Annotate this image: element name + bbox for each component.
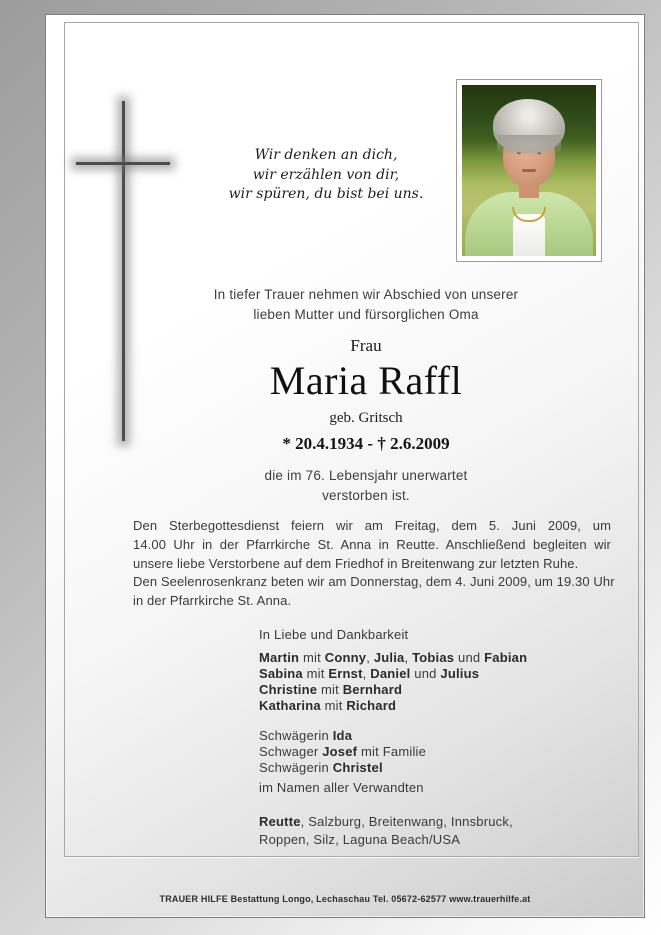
portrait-photo [462,85,596,256]
announcement-intro [116,285,616,325]
places-line: Reutte, Salzburg, Breitenwang, Innsbruck, [259,814,513,829]
death-note [116,466,616,506]
family-line: Christine mit Bernhard [259,682,403,697]
inlaw-line: Schwägerin Christel [259,760,383,775]
relatives-note: im Namen aller Verwandten [259,780,424,795]
funeral-info-line: Den Sterbegottesdienst feiern wir am Freitag, dem 5. Juni 2009, um [133,518,611,533]
rosary-info-line: Den Seelenrosenkranz beten wir am Donnerstag, dem 4. Juni 2009, um 19.30 Uhr [133,574,615,589]
maiden-name: geb. Gritsch [329,410,403,426]
funeral-info-line: 14.00 Uhr in der Pfarrkirche St. Anna in Reutte. Anschließend begleiten wir [133,537,611,552]
family-line: Martin mit Conny, Julia, Tobias und Fabian [259,650,528,665]
inlaw-mourners [259,728,426,776]
verse-line: Wir denken an dich, [254,147,398,163]
portrait-photo-frame [456,79,602,262]
verse-line: wir erzählen von dir, [252,166,400,183]
memorial-card [45,14,645,918]
family-line: Katharina mit Richard [259,698,397,713]
condolence-intro: In Liebe und Dankbarkeit [259,627,409,642]
death-note-line: verstorben ist. [322,488,410,503]
salutation: Frau [350,336,382,355]
intro-line: In tiefer Trauer nehmen wir Abschied von unserer [213,287,519,302]
deceased-name: Maria Raffl [269,358,463,403]
portrait-mouth [522,169,536,172]
inlaw-line: Schwägerin Ida [259,728,353,743]
life-dates: * 20.4.1934 - † 2.6.2009 [282,434,450,453]
death-note-line: die im 76. Lebensjahr unerwartet [264,468,468,483]
funeral-service-info [133,516,611,573]
verse-line: wir spüren, du bist bei uns. [228,186,424,202]
memorial-verse [176,146,476,205]
funeral-home-line: TRAUER HILFE Bestattung Longo, Lechaschau Tel. 05672-62577 www.trauerhilfe.at [159,894,531,904]
family-mourners [259,650,527,714]
cross-horizontal-bar [76,162,170,165]
portrait-hair [493,99,565,153]
intro-line: lieben Mutter und fürsorglichen Oma [253,307,479,322]
mourner-places [259,813,513,849]
places-line: Roppen, Silz, Laguna Beach/USA [259,832,461,847]
rosary-info-line: in der Pfarrkirche St. Anna. [133,593,292,608]
rosary-info [133,572,615,610]
funeral-info-line: unsere liebe Verstorbene auf dem Friedhof in Breitenwang zur letzten Ruhe. [133,556,579,571]
family-line: Sabina mit Ernst, Daniel und Julius [259,666,480,681]
inlaw-line: Schwager Josef mit Familie [259,744,427,759]
